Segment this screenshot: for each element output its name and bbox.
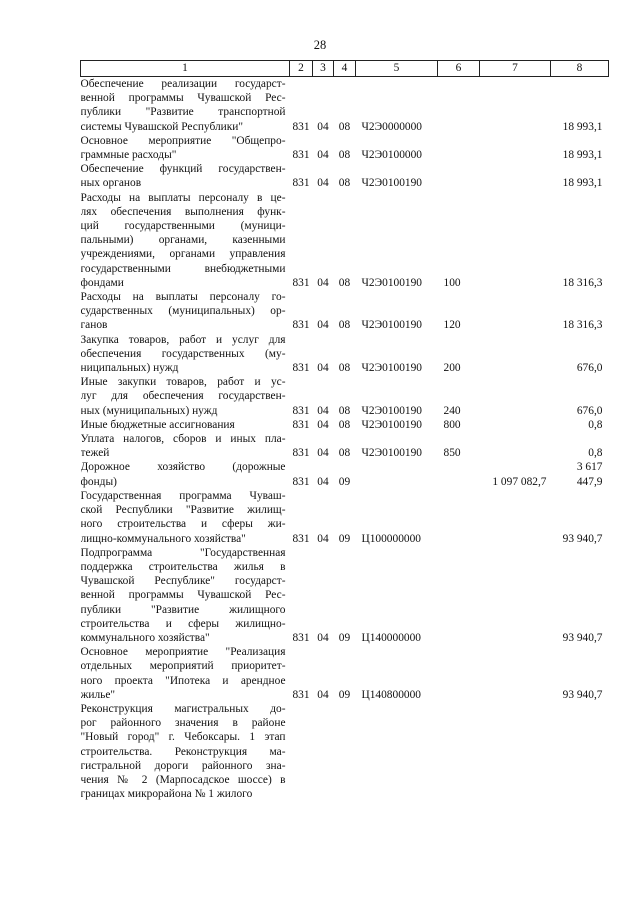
cell-c3: 04 (317, 418, 329, 431)
description-line: рог районного значения в районе (80, 717, 286, 730)
description-line: тежей (80, 447, 110, 460)
description-line: Основное мероприятие "Общепро- (80, 134, 286, 147)
cell-c7 (480, 418, 551, 432)
description-line: ской Республики "Развитие жилищ- (80, 504, 286, 517)
description-line: Обеспечение реализации государст- (80, 78, 286, 90)
cell-c3: 04 (317, 120, 329, 133)
cell-c4: 08 (338, 149, 351, 162)
cell-c5: Ц140800000 (361, 688, 421, 701)
cell-c7 (480, 191, 551, 290)
cell-c7 (480, 375, 551, 418)
cell-c5: Ч2Э0100000 (361, 149, 422, 162)
cell-c2: 831 (292, 404, 310, 417)
description-line: ганов (80, 319, 108, 332)
cell-c8: 18 993,1 (562, 120, 603, 133)
table-row (81, 333, 609, 376)
row-description (81, 290, 290, 333)
cell-c4: 09 (338, 688, 351, 701)
cell-c8: 18 993,1 (562, 177, 603, 190)
description-line: лищно-коммунального хозяйства" (80, 532, 246, 545)
cell-c7 (480, 702, 551, 801)
cell-c8: 676,0 (576, 362, 603, 375)
cell-c7 (480, 546, 551, 645)
row-description (81, 191, 290, 290)
description-line: Расходы на выплаты персоналу го- (80, 291, 286, 304)
cell-c7 (480, 645, 551, 702)
row-description (81, 702, 290, 801)
cell-c8: 93 940,7 (562, 532, 603, 545)
cell-c5 (356, 702, 438, 801)
description-line: венной программы Чувашской Рес- (80, 92, 286, 105)
description-line: жилье" (80, 688, 116, 701)
cell-c6 (438, 77, 480, 134)
cell-c6 (438, 460, 480, 488)
description-line: строительства и сферы жилищно- (80, 617, 286, 630)
cell-c8: 0,8 (588, 418, 603, 431)
row-description (81, 333, 290, 376)
cell-c7 (480, 162, 551, 190)
cell-c2: 831 (292, 177, 310, 190)
cell-c5: Ч2Э0100190 (361, 447, 422, 460)
description-line: "Новый город" г. Чебоксары. 1 этап (80, 731, 286, 744)
cell-c4: 08 (338, 404, 351, 417)
description-line: поддержка строительства жилья в (80, 560, 286, 573)
cell-c3: 04 (317, 447, 329, 460)
description-line: гистральной дороги районного зна- (80, 759, 286, 772)
col-header-6: 6 (438, 61, 480, 77)
description-line: Государственная программа Чуваш- (80, 489, 286, 502)
table-row (81, 375, 609, 418)
cell-c5: Ц140000000 (361, 631, 421, 644)
description-line: ных (муниципальных) нужд (80, 404, 218, 417)
description-line: Уплата налогов, сборов и иных пла- (80, 433, 286, 446)
cell-c3: 04 (317, 319, 329, 332)
col-header-8: 8 (551, 61, 609, 77)
row-description (81, 489, 290, 546)
description-line: Расходы на выплаты персоналу в це- (80, 191, 286, 204)
table-row (81, 134, 609, 162)
cell-c7 (480, 432, 551, 460)
table-row (81, 432, 609, 460)
description-line: лях обеспечения выполнения функ- (80, 205, 286, 218)
cell-c8: 93 940,7 (562, 631, 603, 644)
description-line: Реконструкция магистральных до- (80, 702, 286, 715)
col-header-5: 5 (356, 61, 438, 77)
cell-c4: 08 (338, 177, 351, 190)
description-line: венной программы Чувашской Рес- (80, 589, 286, 602)
cell-c5: Ч2Э0100190 (361, 362, 422, 375)
cell-c2: 831 (292, 120, 310, 133)
description-line: ного строительства и сферы жи- (80, 518, 286, 531)
cell-c7 (480, 290, 551, 333)
cell-c5: Ч2Э0100190 (361, 418, 422, 431)
row-description (81, 432, 290, 460)
description-line: луг для обеспечения государствен- (80, 390, 286, 403)
table-row (81, 489, 609, 546)
cell-c4: 09 (338, 532, 351, 545)
cell-c4: 08 (338, 120, 351, 133)
cell-c6: 850 (443, 447, 461, 460)
description-line: публики "Развитие транспортной (80, 106, 286, 119)
cell-c3: 04 (317, 276, 329, 289)
description-line: Основное мероприятие "Реализация (80, 646, 286, 659)
row-description (81, 375, 290, 418)
cell-c4 (334, 702, 356, 801)
cell-c2 (290, 702, 313, 801)
description-line: строительства. Реконструкция ма- (80, 745, 286, 758)
description-line: границах микрорайона № 1 жилого (80, 788, 253, 801)
col-header-4: 4 (334, 61, 356, 77)
cell-c2: 831 (292, 362, 310, 375)
cell-c3: 04 (317, 177, 329, 190)
cell-c8: 3 617 447,9 (576, 461, 603, 488)
description-line: учреждениями, органами управления (80, 248, 286, 261)
row-description (81, 418, 290, 432)
cell-c2: 831 (292, 276, 310, 289)
cell-c3: 04 (317, 688, 329, 701)
col-header-7: 7 (480, 61, 551, 77)
description-line: системы Чувашской Республики" (80, 120, 244, 133)
cell-c5: Ц100000000 (361, 532, 421, 545)
description-line: фондами (80, 276, 124, 289)
table-row (81, 290, 609, 333)
cell-c4: 08 (338, 447, 351, 460)
cell-c6: 100 (443, 276, 461, 289)
row-description (81, 460, 290, 488)
table-row (81, 460, 609, 488)
cell-c5: Ч2Э0100190 (361, 319, 422, 332)
cell-c3: 04 (317, 475, 329, 488)
cell-c7: 1 097 082,7 (492, 475, 547, 488)
cell-c2: 831 (292, 475, 310, 488)
row-description (81, 77, 290, 134)
table-row (81, 77, 609, 134)
row-description (81, 134, 290, 162)
cell-c5: Ч2Э0100190 (361, 404, 422, 417)
cell-c4: 08 (338, 418, 351, 431)
cell-c5: Ч2Э0100190 (361, 276, 422, 289)
cell-c6 (438, 134, 480, 162)
cell-c7 (480, 333, 551, 376)
cell-c4: 08 (338, 362, 351, 375)
cell-c8: 93 940,7 (562, 688, 603, 701)
table-row (81, 418, 609, 432)
cell-c2: 831 (292, 631, 310, 644)
cell-c8 (551, 702, 609, 801)
table-body (81, 77, 609, 802)
cell-c3: 04 (317, 149, 329, 162)
table-row (81, 191, 609, 290)
cell-c7 (480, 134, 551, 162)
row-description (81, 162, 290, 190)
description-line: ного проекта "Ипотека и арендное (80, 674, 286, 687)
cell-c6 (438, 702, 480, 801)
cell-c2: 831 (292, 319, 310, 332)
cell-c6 (438, 162, 480, 190)
table-row (81, 162, 609, 190)
description-line: ниципальных) нужд (80, 362, 179, 375)
cell-c8: 18 993,1 (562, 149, 603, 162)
cell-c8: 676,0 (576, 404, 603, 417)
cell-c2: 831 (292, 418, 310, 431)
description-line: граммные расходы" (80, 149, 177, 162)
description-line: Обеспечение функций государствен- (80, 163, 286, 176)
row-description (81, 546, 290, 645)
cell-c2: 831 (292, 688, 310, 701)
cell-c6 (438, 546, 480, 645)
col-header-2: 2 (290, 61, 313, 77)
description-line: отдельных мероприятий приоритет- (80, 660, 286, 673)
cell-c2: 831 (292, 532, 310, 545)
description-line: Иные закупки товаров, работ и ус- (80, 376, 286, 389)
cell-c6: 120 (443, 319, 461, 332)
cell-c4: 08 (338, 319, 351, 332)
description-line: коммунального хозяйства" (80, 631, 210, 644)
description-line: фонды) (80, 475, 117, 488)
cell-c3: 04 (317, 631, 329, 644)
cell-c2: 831 (292, 149, 310, 162)
cell-c6: 240 (443, 404, 461, 417)
page-number: 28 (313, 38, 327, 52)
description-line: чения № 2 (Марпосадское шоссе) в (80, 773, 286, 786)
description-line: сударственных (муниципальных) ор- (80, 305, 286, 318)
table-row (81, 546, 609, 645)
cell-c6 (438, 645, 480, 702)
table-row (81, 645, 609, 702)
cell-c4: 08 (338, 276, 351, 289)
cell-c6 (438, 489, 480, 546)
cell-c8: 0,8 (588, 447, 603, 460)
col-header-3: 3 (313, 61, 334, 77)
cell-c5: Ч2Э0000000 (361, 120, 422, 133)
description-line: Закупка товаров, работ и услуг для (80, 333, 286, 346)
description-line: Чувашской Республике" государст- (80, 575, 286, 588)
cell-c3: 04 (317, 362, 329, 375)
description-line: Подпрограмма "Государственная (80, 546, 286, 559)
cell-c4: 09 (338, 475, 351, 488)
description-line: Дорожное хозяйство (дорожные (80, 461, 286, 474)
cell-c7 (480, 77, 551, 134)
cell-c8: 18 316,3 (562, 319, 603, 332)
cell-c5 (356, 460, 438, 488)
cell-c6: 800 (443, 418, 461, 431)
cell-c3 (313, 702, 334, 801)
table-row (81, 702, 609, 801)
description-line: ных органов (80, 177, 142, 190)
description-line: государственными внебюджетными (80, 262, 286, 275)
row-description (81, 645, 290, 702)
cell-c3: 04 (317, 532, 329, 545)
budget-table (80, 60, 609, 801)
cell-c7 (480, 489, 551, 546)
cell-c5: Ч2Э0100190 (361, 177, 422, 190)
cell-c2: 831 (292, 447, 310, 460)
header-row (81, 61, 609, 77)
cell-c3: 04 (317, 404, 329, 417)
description-line: пальными) органами, казенными (80, 234, 286, 247)
description-line: ций государственными (муници- (80, 220, 286, 233)
cell-c6: 200 (443, 362, 461, 375)
description-line: публики "Развитие жилищного (80, 603, 286, 616)
description-line: обеспечения государственных (му- (80, 347, 286, 360)
cell-c4: 09 (338, 631, 351, 644)
description-line: Иные бюджетные ассигнования (80, 418, 235, 431)
cell-c8: 18 316,3 (562, 276, 603, 289)
col-header-1: 1 (81, 61, 290, 77)
